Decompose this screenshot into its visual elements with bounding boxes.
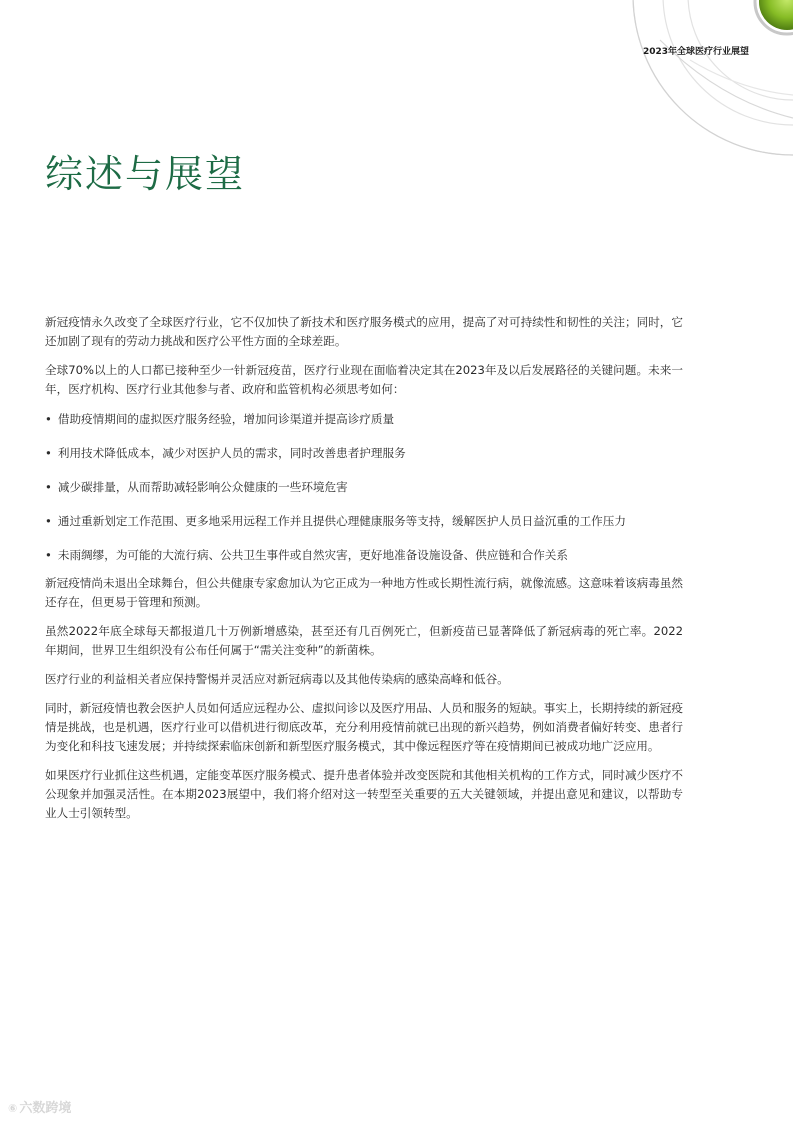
header-title: 2023年全球医疗行业展望 [642, 47, 749, 57]
body-paragraph: 如果医疗行业抓住这些机遇，定能变革医疗服务模式、提升患者体验并改变医院和其他相关机构的工作方式，同时减少医疗不公现象并加强灵活性。在本期2023展望中，我们将介绍对这一转型至关重要的五大关键领域，并提出意见和建议，以帮助专业人士引领转型。 [45, 768, 683, 820]
bullet-icon: • [45, 514, 52, 528]
bullet-icon: • [45, 480, 52, 494]
body-paragraph: 新冠疫情尚未退出全球舞台，但公共健康专家愈加认为它正成为一种地方性或长期性流行病，就像流感。这意味着该病毒虽然还存在，但更易于管理和预测。 [45, 576, 683, 609]
body-text [45, 313, 683, 833]
body-paragraph: 同时，新冠疫情也教会医护人员如何适应远程办公、虚拟问诊以及医疗用品、人员和服务的短缺。事实上，长期持续的新冠疫情是挑战，也是机遇，医疗行业可以借机进行彻底改革，充分利用疫情前就已出现的新兴趋势，例如消费者偏好转变、患者行为变化和科技飞速发展；并持续探索临床创新和新型医疗服务模式，其中像远程医疗等在疫情期间已被成功地广泛应用。 [45, 701, 683, 753]
bullet-item: • 借助疫情期间的虚拟医疗服务经验，增加问诊渠道并提高诊疗质量 [45, 412, 395, 426]
watermark [8, 1097, 71, 1116]
intro-paragraph: 全球70%以上的人口都已接种至少一针新冠疫苗，医疗行业现在面临着决定其在2023年及以后发展路径的关键问题。未来一年，医疗机构、医疗行业其他参与者、政府和监管机构必须思考如何： [45, 363, 683, 396]
bullet-icon: • [45, 548, 52, 562]
watermark-text: 六数跨境 [19, 1101, 72, 1116]
watermark-logo-icon: ⑥ [8, 1102, 18, 1115]
body-paragraph: 虽然2022年底全球每天都报道几十万例新增感染，甚至还有几百例死亡，但新疫苗已显著降低了新冠病毒的死亡率。2022年期间，世界卫生组织没有公布任何属于“需关注变种”的新菌株。 [45, 624, 683, 657]
bullet-list [45, 410, 683, 565]
bullet-item: • 通过重新划定工作范围、更多地采用远程工作并且提供心理健康服务等支持，缓解医护人员日益沉重的工作压力 [45, 514, 626, 528]
bullet-item: • 利用技术降低成本，减少对医护人员的需求，同时改善患者护理服务 [45, 446, 406, 460]
bullet-icon: • [45, 412, 52, 426]
intro-paragraph: 新冠疫情永久改变了全球医疗行业，它不仅加快了新技术和医疗服务模式的应用，提高了对可持续性和韧性的关注；同时，它还加剧了现有的劳动力挑战和医疗公平性方面的全球差距。 [45, 315, 683, 348]
bullet-item: • 未雨绸缪，为可能的大流行病、公共卫生事件或自然灾害，更好地准备设施设备、供应链和合作关系 [45, 548, 568, 562]
bullet-icon: • [45, 446, 52, 460]
page-title: 综述与展望 [45, 152, 246, 197]
body-paragraph: 医疗行业的利益相关者应保持警惕并灵活应对新冠病毒以及其他传染病的感染高峰和低谷。 [45, 672, 509, 686]
green-sphere-icon [759, 0, 793, 30]
bullet-item: • 减少碳排量，从而帮助减轻影响公众健康的一些环境危害 [45, 480, 348, 494]
